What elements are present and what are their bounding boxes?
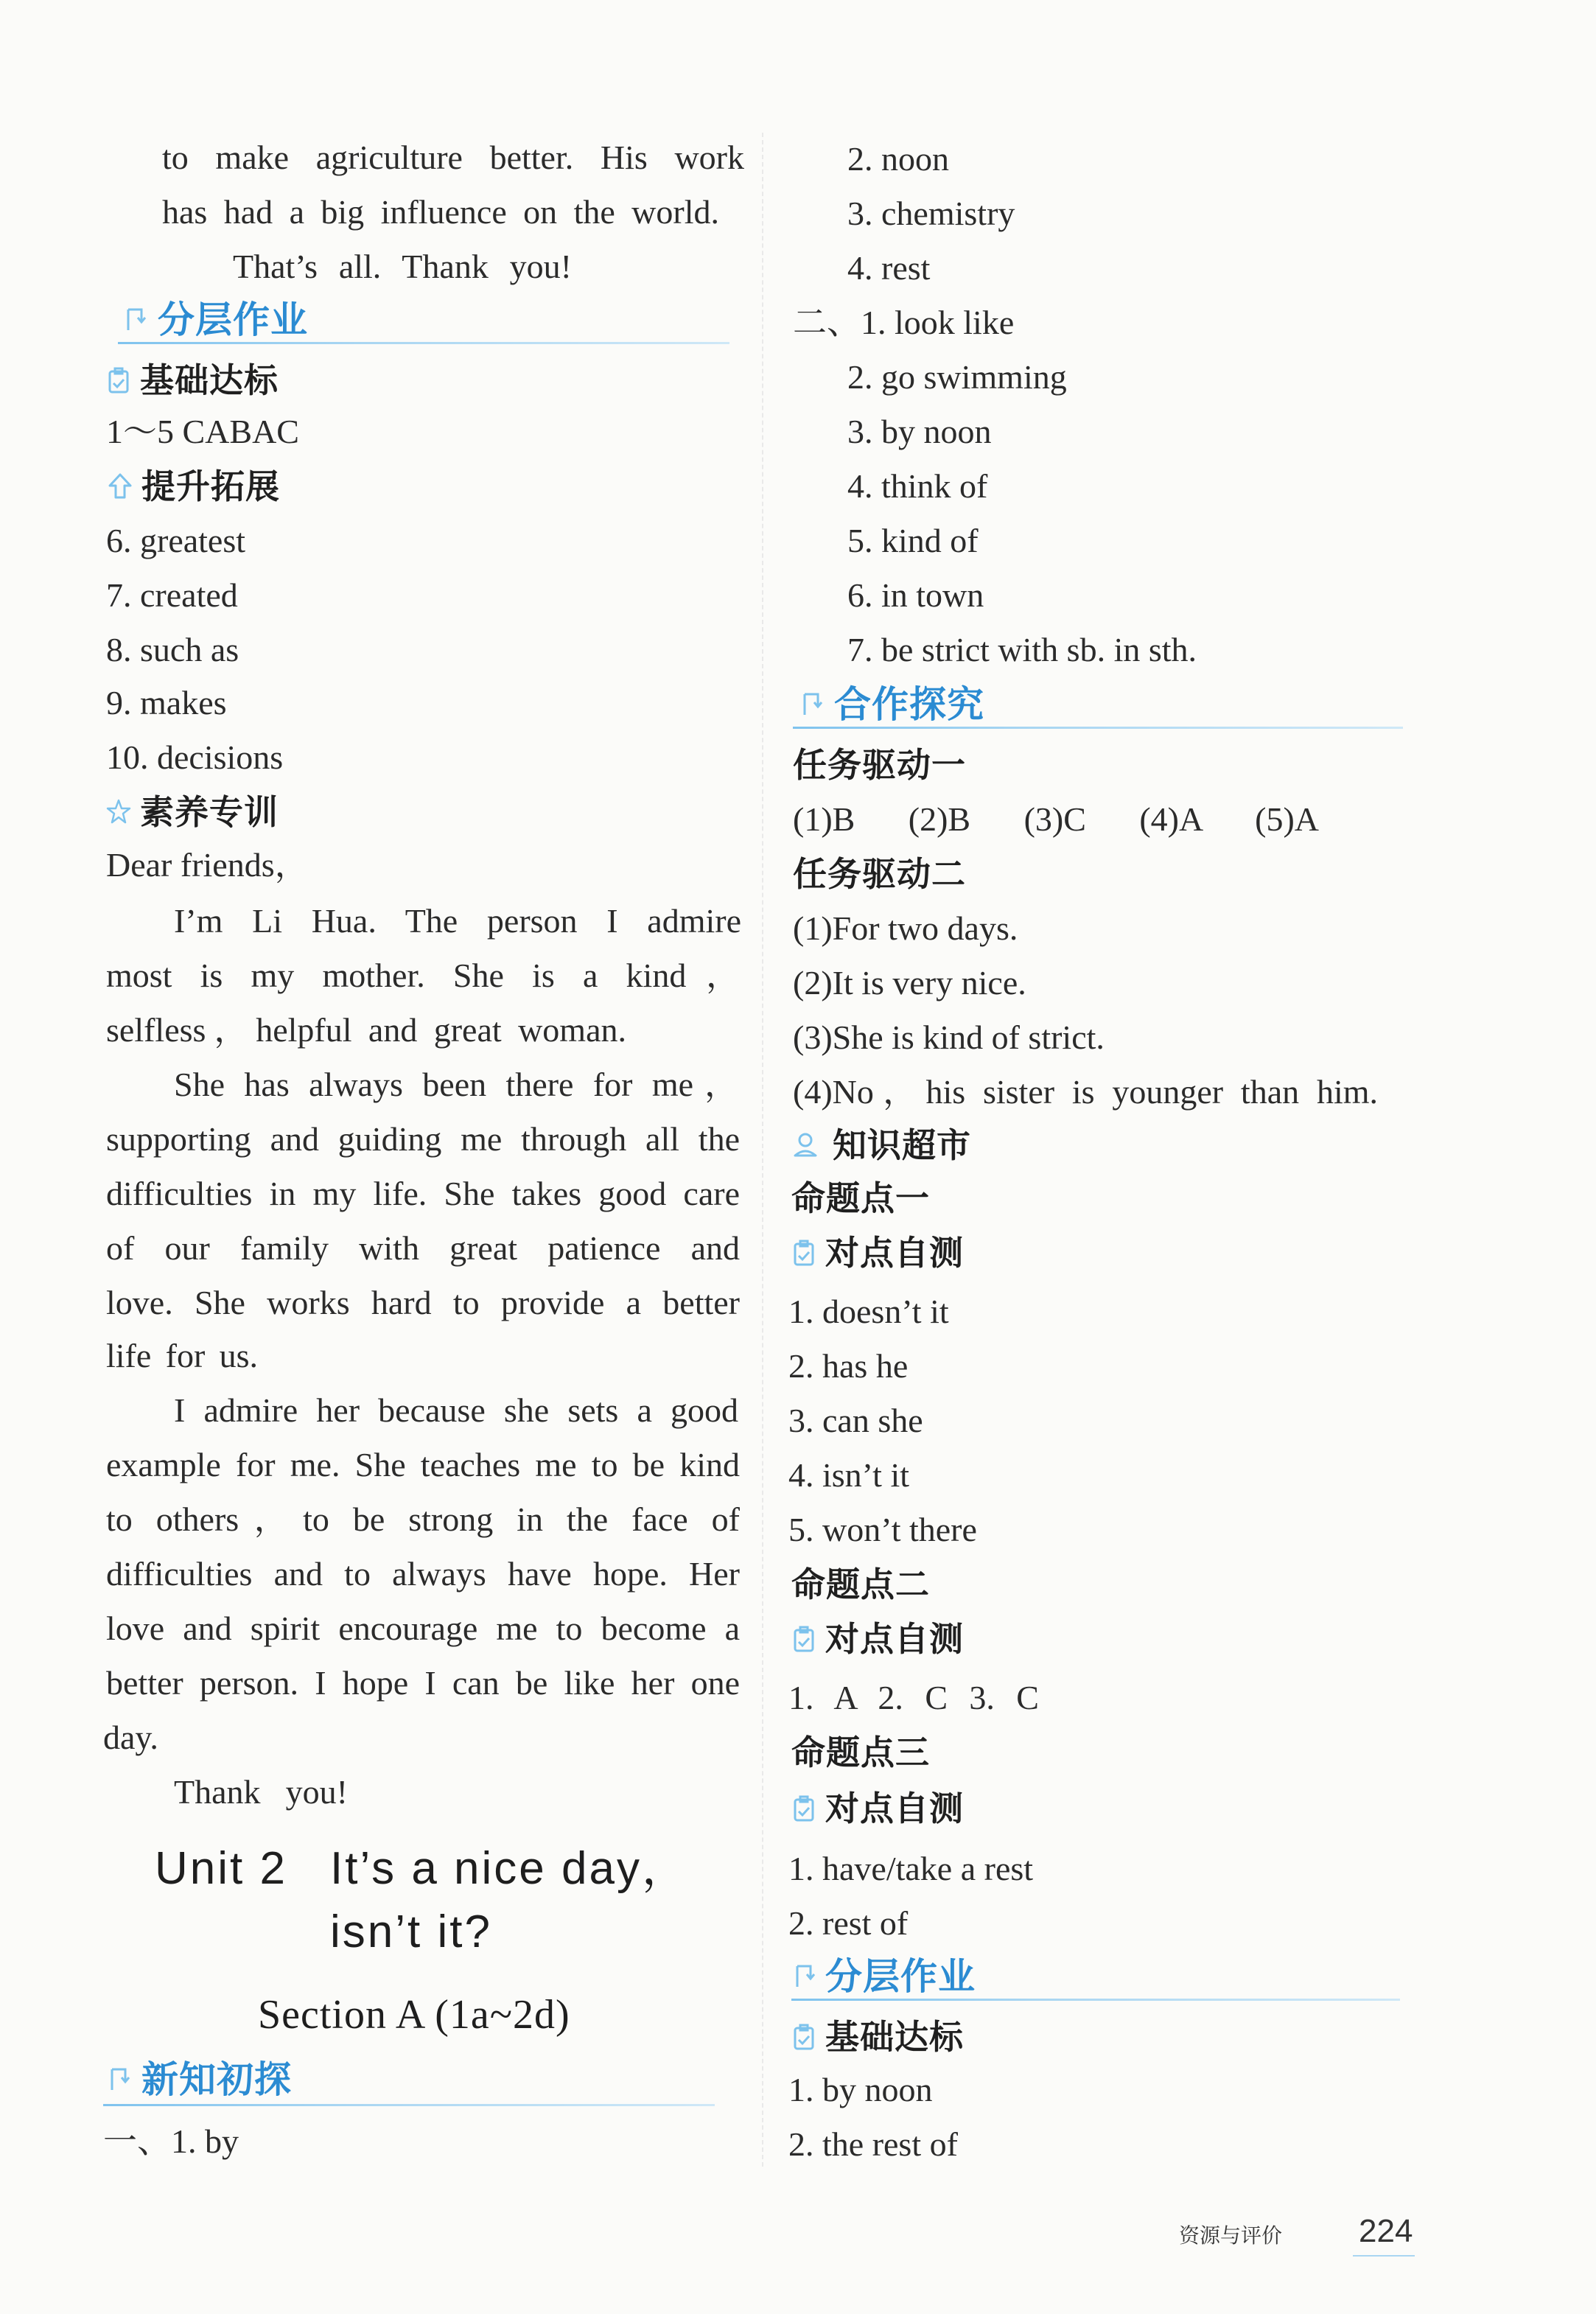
topic3-heading bbox=[791, 1730, 930, 1775]
letter-line: example for me. She teaches me to be kind bbox=[106, 1446, 740, 1483]
task1-title: 任务驱动一 bbox=[793, 745, 966, 785]
self-test-title: 对点自测 bbox=[825, 1619, 964, 1659]
answer-line: 6. greatest bbox=[106, 522, 246, 559]
letter-line: I admire her because she sets a good bbox=[174, 1391, 738, 1429]
topic2-title: 命题点二 bbox=[791, 1565, 930, 1604]
letter-line: most is my mother. She is a kind， bbox=[106, 957, 740, 994]
intro-line: to make agriculture better. His work bbox=[162, 139, 744, 176]
self-test-heading bbox=[791, 1786, 964, 1831]
letter-line: difficulties in my life. She takes good care bbox=[106, 1175, 740, 1212]
advanced-level-title: 提升拓展 bbox=[141, 466, 280, 506]
self-test-title: 对点自测 bbox=[825, 1789, 964, 1828]
knowledge-market-heading bbox=[793, 1123, 971, 1167]
letter-line: I’m Li Hua. The person I admire bbox=[174, 902, 741, 940]
answer-line: 1. have/take a rest bbox=[788, 1850, 1034, 1887]
letter-line: life for us. bbox=[106, 1337, 258, 1374]
clipboard-check-icon bbox=[791, 1238, 816, 1268]
answer-line: 一、1. by bbox=[103, 2122, 239, 2160]
letter-line: love and spirit encourage me to become a bbox=[106, 1609, 740, 1647]
heading-underline bbox=[793, 727, 1403, 729]
unit-number: Unit 2 bbox=[155, 1843, 287, 1894]
answer-line: (1)B (2)B (3)C (4)A (5)A bbox=[793, 800, 1319, 838]
section-title: Section A (1a~2d) bbox=[258, 1992, 570, 2038]
letter-line: selfless，helpful and great woman. bbox=[106, 1011, 626, 1049]
answer-line: 3. chemistry bbox=[847, 195, 1015, 232]
letter-line: to others，to be strong in the face of bbox=[106, 1500, 740, 1538]
answer-line: 2. rest of bbox=[788, 1904, 909, 1942]
letter-line: day. bbox=[103, 1719, 158, 1756]
self-test-heading bbox=[791, 1231, 964, 1275]
heading-underline bbox=[791, 1999, 1400, 2001]
answer-line: 9. makes bbox=[106, 684, 227, 721]
book-title: 资源与评价 bbox=[1179, 2223, 1283, 2248]
cooperation-heading bbox=[800, 682, 984, 727]
answer-line: (3)She is kind of strict. bbox=[793, 1018, 1105, 1056]
new-knowledge-title: 新知初探 bbox=[141, 2058, 292, 2101]
answer-line: 1. doesn’t it bbox=[788, 1293, 949, 1330]
flag-arrow-icon bbox=[793, 1962, 818, 1991]
flag-arrow-icon bbox=[800, 690, 825, 719]
answer-line: (2)It is very nice. bbox=[793, 964, 1026, 1002]
unit-title-line2: isn’t it? bbox=[330, 1906, 492, 1957]
literacy-training-title: 素养专训 bbox=[140, 792, 279, 832]
layered-homework-title: 分层作业 bbox=[825, 1955, 976, 1998]
letter-line: love. She works hard to provide a better bbox=[106, 1284, 740, 1321]
clipboard-check-icon bbox=[791, 1624, 816, 1654]
answer-line: 2. the rest of bbox=[788, 2125, 958, 2163]
answer-line: 3. by noon bbox=[847, 413, 992, 450]
person-icon bbox=[793, 1130, 818, 1160]
answer-line: 5. won’t there bbox=[788, 1511, 977, 1548]
answer-line: 4. isn’t it bbox=[788, 1456, 910, 1494]
clipboard-check-icon bbox=[791, 2022, 816, 2052]
basic-level-heading bbox=[791, 2015, 964, 2059]
letter-line: better person. I hope I can be like her one bbox=[106, 1664, 740, 1702]
answer-line: (1)For two days. bbox=[793, 909, 1018, 947]
answer-line: 6. in town bbox=[847, 576, 984, 614]
answer-line: 2. noon bbox=[847, 140, 949, 178]
answer-line: 1～5 CABAC bbox=[106, 413, 299, 450]
intro-line: That’s all. Thank you! bbox=[233, 248, 572, 285]
layered-homework-title: 分层作业 bbox=[158, 298, 308, 341]
letter-closing: Thank you! bbox=[174, 1773, 348, 1811]
letter-line: of our family with great patience and bbox=[106, 1229, 740, 1267]
topic1-heading bbox=[791, 1176, 930, 1220]
answer-line: 7. created bbox=[106, 576, 238, 614]
answer-line: 5. kind of bbox=[847, 522, 979, 559]
task2-title: 任务驱动二 bbox=[793, 854, 966, 894]
letter-line: She has always been there for me， bbox=[174, 1066, 738, 1103]
answer-line: 3. can she bbox=[788, 1402, 923, 1439]
answer-line: 1. A 2. C 3. C bbox=[788, 1679, 1039, 1716]
answer-line: 4. think of bbox=[847, 467, 988, 505]
topic2-heading bbox=[791, 1562, 930, 1607]
basic-level-title: 基础达标 bbox=[825, 2017, 964, 2057]
clipboard-check-icon bbox=[791, 1794, 816, 1823]
self-test-title: 对点自测 bbox=[825, 1233, 964, 1273]
answer-line: 二、1. look like bbox=[793, 304, 1015, 341]
task2-heading bbox=[793, 852, 966, 896]
answer-line: 7. be strict with sb. in sth. bbox=[847, 631, 1197, 668]
answer-line: 1. by noon bbox=[788, 2071, 933, 2108]
topic1-title: 命题点一 bbox=[791, 1178, 930, 1218]
unit-title-line1: It’s a nice day， bbox=[330, 1843, 690, 1894]
intro-line: has had a big influence on the world. bbox=[162, 193, 719, 231]
topic3-title: 命题点三 bbox=[791, 1733, 930, 1772]
answer-line: 10. decisions bbox=[106, 738, 284, 776]
answer-line: 2. has he bbox=[788, 1347, 909, 1385]
answer-line: 2. go swimming bbox=[847, 358, 1067, 396]
answer-line: 4. rest bbox=[847, 249, 931, 287]
knowledge-market-title: 知识超市 bbox=[833, 1125, 971, 1165]
page-number: 224 bbox=[1359, 2213, 1413, 2249]
basic-level-title: 基础达标 bbox=[140, 360, 279, 400]
cooperation-title: 合作探究 bbox=[834, 683, 984, 726]
page-number-rule bbox=[1353, 2255, 1415, 2257]
layered-homework-heading bbox=[793, 1954, 976, 1999]
task1-heading bbox=[793, 743, 966, 787]
self-test-heading bbox=[791, 1617, 964, 1661]
answer-line: (4)No，his sister is younger than him. bbox=[793, 1073, 1378, 1111]
letter-greeting: Dear friends， bbox=[106, 846, 309, 884]
letter-line: supporting and guiding me through all the bbox=[106, 1120, 740, 1158]
answer-line: 8. such as bbox=[106, 631, 239, 668]
letter-line: difficulties and to always have hope. Her bbox=[106, 1555, 740, 1593]
